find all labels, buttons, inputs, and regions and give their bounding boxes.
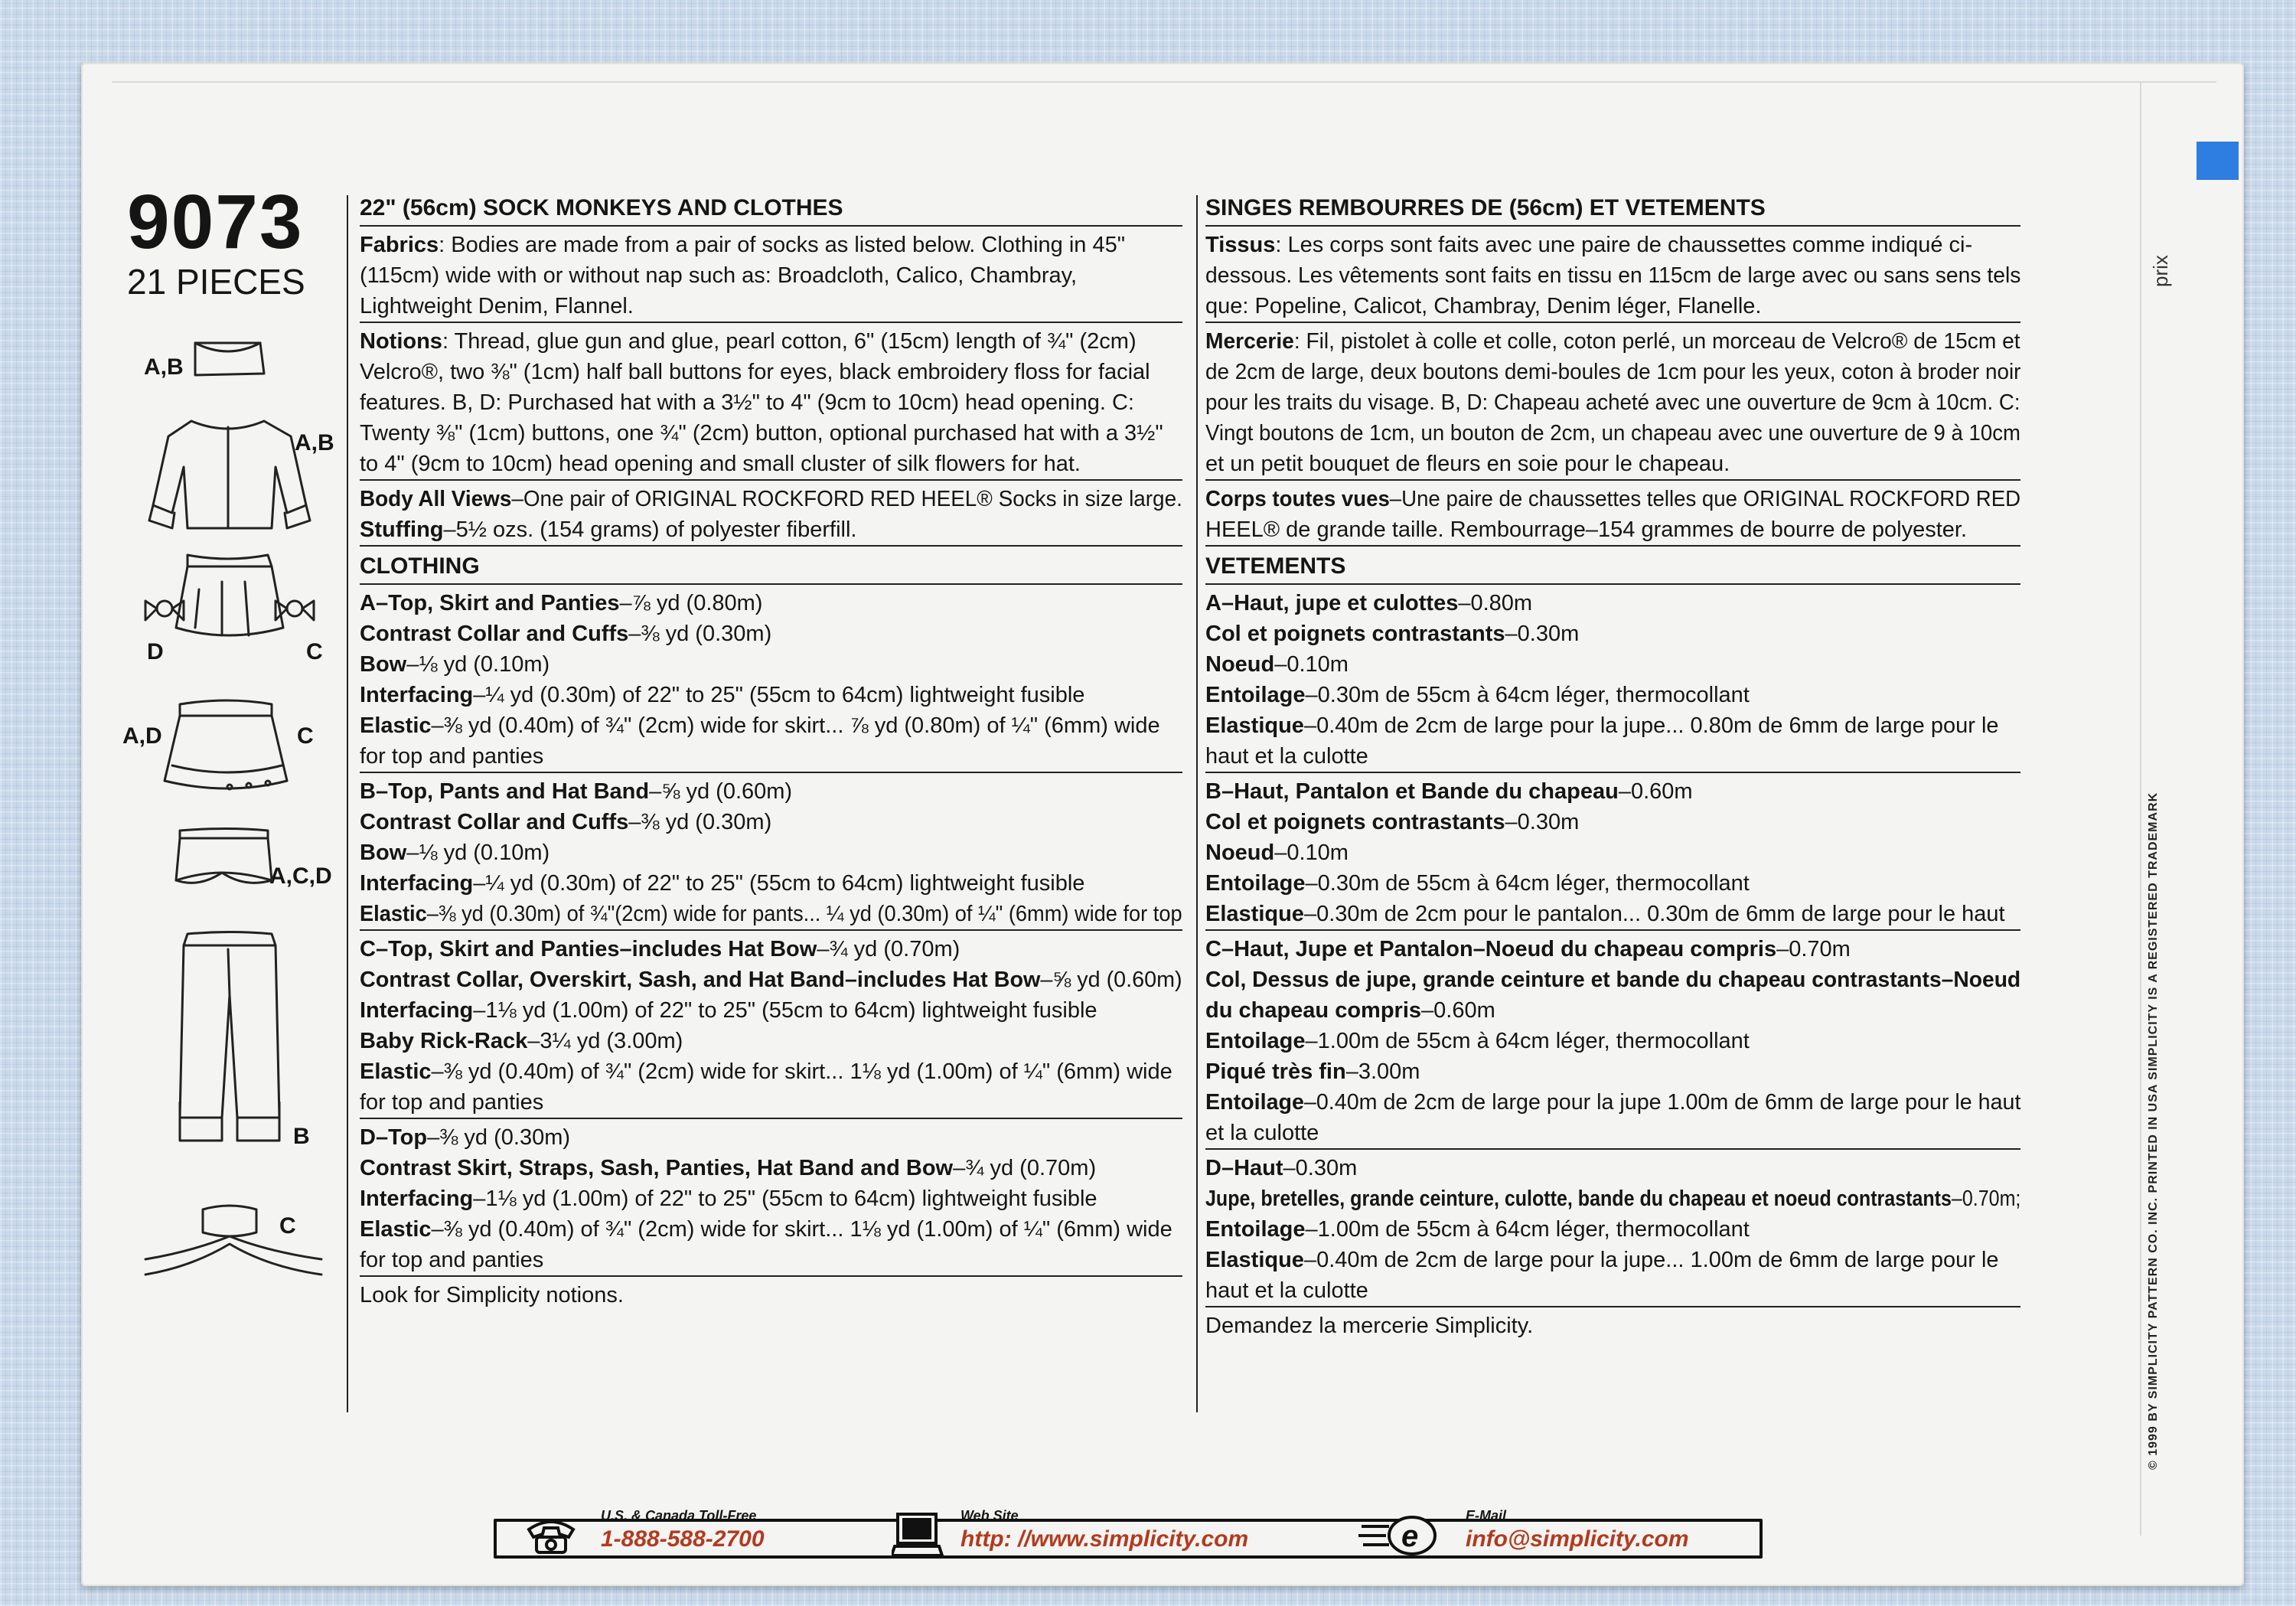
line-text: que: Popeline, Calicot, Chambray, Denim léger, Flanelle. bbox=[1205, 294, 1762, 318]
bold-term: Interfacing bbox=[360, 871, 474, 896]
text-line bbox=[1205, 1245, 2020, 1275]
english-title: 22" (56cm) SOCK MONKEYS AND CLOTHES bbox=[360, 195, 843, 220]
text-line bbox=[1205, 965, 2021, 995]
clothing-title: CLOTHING bbox=[360, 545, 1182, 583]
line-text: –0.30m de 2cm pour le pantalon... 0.30m de 6mm de large pour le haut bbox=[1303, 902, 2005, 926]
web-url[interactable]: http: //www.simplicity.com bbox=[960, 1526, 1249, 1552]
fabrics-section bbox=[360, 225, 1182, 322]
email-icon bbox=[1358, 1513, 1443, 1559]
line-text: –⅞ yd (0.80m) bbox=[619, 591, 763, 615]
line-text: –0.10m bbox=[1274, 652, 1349, 677]
top-sketch bbox=[149, 421, 310, 528]
line-text: for top and panties bbox=[360, 744, 544, 769]
pattern-number: 9073 bbox=[127, 179, 304, 265]
vetements-title: VETEMENTS bbox=[1205, 545, 2020, 583]
text-line bbox=[360, 1026, 1182, 1056]
line-text: to 4" (9cm to 10cm) head opening and small cluster of silk flowers for hat. bbox=[360, 452, 1081, 476]
text-line bbox=[360, 649, 1182, 680]
vue-c-section bbox=[1205, 929, 2020, 1148]
label-c-2: C bbox=[297, 723, 314, 749]
view-a-section bbox=[360, 583, 1182, 772]
text-line bbox=[360, 1214, 1182, 1245]
line-text: –⅝ yd (0.60m) bbox=[1040, 968, 1182, 992]
computer-icon bbox=[892, 1511, 945, 1559]
text-line bbox=[1205, 934, 2020, 965]
bold-term: Baby Rick-Rack bbox=[360, 1029, 528, 1053]
text-line bbox=[1205, 680, 2020, 710]
text-line bbox=[1205, 1056, 2020, 1087]
text-line bbox=[1205, 1275, 2020, 1306]
view-b-section bbox=[360, 772, 1182, 929]
text-line bbox=[360, 418, 1182, 449]
text-line bbox=[1205, 418, 2020, 449]
line-text: features. B, D: Purchased hat with a 3½" to 4" (9cm to 10cm) head opening. C: bbox=[360, 390, 1134, 415]
text-line bbox=[1205, 837, 2020, 868]
line-text: haut et la culotte bbox=[1205, 744, 1368, 769]
text-line bbox=[360, 710, 1182, 741]
french-title: SINGES REMBOURRES DE (56cm) ET VETEMENTS bbox=[1205, 195, 1766, 220]
label-b: B bbox=[293, 1124, 310, 1149]
line-text: et un petit bouquet de fleurs en soie pour le chapeau. bbox=[1205, 452, 1730, 476]
view-d-section bbox=[360, 1118, 1182, 1275]
line-text: –¾ yd (0.70m) bbox=[953, 1156, 1097, 1180]
bold-term: A–Haut, jupe et culottes bbox=[1205, 591, 1459, 615]
notions-section bbox=[360, 322, 1182, 479]
text-line bbox=[360, 484, 1182, 514]
text-line bbox=[1205, 484, 2021, 514]
bold-term: Elastique bbox=[1205, 713, 1304, 738]
blue-tape bbox=[2197, 142, 2239, 180]
bold-term: Interfacing bbox=[360, 683, 474, 707]
text-line bbox=[360, 1087, 1182, 1118]
text-line bbox=[360, 1183, 1182, 1214]
text-line bbox=[1205, 1183, 2021, 1214]
text-line bbox=[1205, 1118, 2020, 1148]
line-text: –⅜ yd (0.30m) of ¾"(2cm) wide for pants... ¼ yd (0.30m) of ¼" (6mm) wide for top bbox=[426, 902, 1182, 926]
text-line bbox=[1205, 1214, 2020, 1245]
bold-term: Col et poignets contrastants bbox=[1205, 810, 1505, 834]
text-line bbox=[1205, 1026, 2020, 1056]
line-text: –0.40m de 2cm de large pour la jupe... 0.80m de 6mm de large pour le bbox=[1303, 713, 1999, 738]
line-text: –3.00m bbox=[1345, 1059, 1420, 1084]
line-text: –⅜ yd (0.30m) bbox=[628, 810, 772, 834]
line-text: –1.00m de 55cm à 64cm léger, thermocollant bbox=[1305, 1029, 1750, 1053]
line-text: de 2cm de large, deux boutons demi-boules de 1cm pour les yeux, coton à broder noir bbox=[1205, 360, 2021, 384]
label-c-3: C bbox=[279, 1213, 296, 1239]
bold-term: Mercerie bbox=[1205, 329, 1294, 354]
line-text: –0.60m bbox=[1618, 779, 1693, 804]
web-label: Web Site bbox=[960, 1508, 1019, 1523]
text-line bbox=[1205, 449, 2020, 479]
bold-term: Entoilage bbox=[1205, 1090, 1304, 1115]
panties-sketch bbox=[176, 829, 272, 883]
english-column bbox=[360, 191, 1182, 1311]
line-text: –1.00m de 55cm à 64cm léger, thermocollant bbox=[1305, 1217, 1750, 1242]
line-text: –0.30m bbox=[1283, 1156, 1358, 1180]
body-section bbox=[360, 479, 1182, 545]
bold-term: D–Top bbox=[360, 1125, 428, 1150]
bold-term: C–Haut, Jupe et Pantalon–Noeud du chapeau compris bbox=[1205, 937, 1777, 961]
sash-sketch bbox=[145, 1206, 321, 1275]
text-line bbox=[360, 291, 1182, 322]
line-text: –⅜ yd (0.40m) of ¾" (2cm) wide for skirt... ⅞ yd (0.80m) of ¼" (6mm) wide bbox=[431, 713, 1160, 738]
line-text: –0.30m bbox=[1505, 810, 1580, 834]
bold-term: Noeud bbox=[1205, 841, 1275, 865]
view-c-section bbox=[360, 929, 1182, 1118]
line-text: –⅛ yd (0.10m) bbox=[406, 652, 550, 677]
line-text: dessous. Les vêtements sont faits en tissu en 115cm de large avec ou sans sens tels bbox=[1205, 263, 2021, 288]
text-line bbox=[360, 899, 1182, 929]
bold-term: Elastic bbox=[360, 1217, 432, 1242]
line-text: –5½ ozs. (154 grams) of polyester fiberfill. bbox=[443, 517, 857, 542]
line-text: –1⅛ yd (1.00m) of 22" to 25" (55cm to 64cm) lightweight fusible bbox=[473, 1187, 1097, 1211]
text-line bbox=[360, 837, 1182, 868]
french-column bbox=[1205, 191, 2020, 1341]
copyright-side-text: © 1999 BY SIMPLICITY PATTERN CO. INC. PRINTED IN USA SIMPLICITY IS A REGISTERED TRADEMARK bbox=[2147, 792, 2160, 1470]
bold-term: D–Haut bbox=[1205, 1156, 1283, 1180]
overskirt-sketch bbox=[145, 555, 314, 635]
vue-d-section bbox=[1205, 1148, 2020, 1306]
line-text: : Thread, glue gun and glue, pearl cotton, 6" (15cm) length of ¾" (2cm) bbox=[442, 329, 1137, 354]
label-ab-2: A,B bbox=[295, 430, 334, 455]
french-footer-note: Demandez la mercerie Simplicity. bbox=[1205, 1306, 2020, 1341]
line-text: haut et la culotte bbox=[1205, 1278, 1368, 1303]
bold-term: Entoilage bbox=[1205, 1029, 1306, 1053]
line-text: –¼ yd (0.30m) of 22" to 25" (55cm to 64cm) lightweight fusible bbox=[473, 871, 1085, 896]
line-text: Twenty ⅜" (1cm) buttons, one ¾" (2cm) button, optional purchased hat with a 3½" bbox=[360, 421, 1163, 446]
bold-term: Col et poignets contrastants bbox=[1205, 622, 1505, 646]
skirt-sketch bbox=[165, 700, 287, 789]
line-text: –¼ yd (0.30m) of 22" to 25" (55cm to 64cm) lightweight fusible bbox=[473, 683, 1085, 707]
text-line bbox=[360, 387, 1182, 418]
bold-term: Tissus bbox=[1205, 233, 1276, 257]
line-text: –⅜ yd (0.30m) bbox=[427, 1125, 571, 1150]
text-line bbox=[1205, 710, 2020, 741]
line-text: pour les traits du visage. B, D: Chapeau acheté avec une ouverture de 9cm à 10cm. C: bbox=[1205, 390, 2020, 415]
text-line bbox=[1205, 649, 2020, 680]
bold-term: Elastic bbox=[360, 713, 432, 738]
bold-term: Contrast Collar and Cuffs bbox=[360, 622, 629, 646]
text-line bbox=[360, 357, 1182, 387]
collar-sketch bbox=[195, 343, 264, 375]
bold-term: du chapeau compris bbox=[1205, 998, 1422, 1023]
bold-term: Bow bbox=[360, 841, 407, 865]
price-label: prix bbox=[2149, 255, 2172, 287]
garment-sketches bbox=[115, 337, 344, 1301]
text-line bbox=[1205, 741, 2020, 772]
bold-term: Contrast Collar and Cuffs bbox=[360, 810, 629, 834]
line-text: et la culotte bbox=[1205, 1121, 1319, 1145]
line-text: –⅜ yd (0.40m) of ¾" (2cm) wide for skirt... 1⅛ yd (1.00m) of ¼" (6mm) wide bbox=[431, 1217, 1172, 1242]
line-text: –⅜ yd (0.40m) of ¾" (2cm) wide for skirt... 1⅛ yd (1.00m) of ¼" (6mm) wide bbox=[431, 1059, 1172, 1084]
text-line bbox=[360, 1056, 1182, 1087]
text-line bbox=[360, 514, 1182, 545]
line-text: –Une paire de chaussettes telles que ORIGINAL ROCKFORD RED bbox=[1389, 487, 2021, 511]
text-line bbox=[360, 995, 1182, 1026]
text-line bbox=[360, 1245, 1182, 1275]
text-line bbox=[360, 230, 1182, 260]
phone-number[interactable]: 1-888-588-2700 bbox=[601, 1526, 765, 1552]
line-text: Vingt boutons de 1cm, un bouton de 2cm, un chapeau avec une ouverture de 9 à 10cm bbox=[1205, 421, 2020, 446]
divider-middle bbox=[1196, 195, 1198, 1412]
label-d-1: D bbox=[147, 639, 164, 664]
line-text: for top and panties bbox=[360, 1090, 544, 1115]
text-line bbox=[360, 326, 1182, 357]
bold-term: Col, Dessus de jupe, grande ceinture et bande du chapeau contrastants–Noeud bbox=[1205, 968, 2021, 992]
bold-term: Bow bbox=[360, 652, 407, 677]
text-line bbox=[360, 588, 1182, 619]
text-line bbox=[360, 741, 1182, 772]
email-label: E-Mail bbox=[1466, 1508, 1507, 1523]
text-line bbox=[1205, 1087, 2021, 1118]
pants-sketch bbox=[180, 932, 279, 1141]
line-text: –¾ yd (0.70m) bbox=[817, 937, 960, 961]
bold-term: Contrast Skirt, Straps, Sash, Panties, Hat Band and Bow bbox=[360, 1156, 954, 1180]
text-line bbox=[360, 1122, 1182, 1153]
bold-term: Notions bbox=[360, 329, 442, 354]
text-line bbox=[1205, 588, 2020, 619]
bold-term: Fabrics bbox=[360, 233, 439, 257]
text-line bbox=[360, 449, 1182, 479]
bold-term: Jupe, bretelles, grande ceinture, culotte, bande du chapeau et noeud contrastants bbox=[1205, 1187, 1952, 1211]
bold-term: Elastique bbox=[1205, 1248, 1304, 1272]
english-footer-note: Look for Simplicity notions. bbox=[360, 1275, 1182, 1311]
label-c-1: C bbox=[306, 639, 323, 664]
divider-left bbox=[347, 195, 348, 1412]
line-text: for top and panties bbox=[360, 1248, 544, 1272]
bold-term: Interfacing bbox=[360, 998, 474, 1023]
text-line bbox=[1205, 260, 2021, 291]
text-line bbox=[360, 965, 1182, 995]
bold-term: Entoilage bbox=[1205, 683, 1306, 707]
piece-count: 21 PIECES bbox=[127, 262, 305, 302]
flap-fold bbox=[2140, 81, 2141, 1536]
line-text: –One pair of ORIGINAL ROCKFORD RED HEEL® Socks in size large. bbox=[511, 487, 1182, 511]
text-line bbox=[1205, 357, 2021, 387]
bold-term: Corps toutes vues bbox=[1205, 487, 1390, 511]
bold-term: Piqué très fin bbox=[1205, 1059, 1346, 1084]
bold-term: Contrast Collar, Overskirt, Sash, and Hat Band–includes Hat Bow bbox=[360, 968, 1041, 992]
bold-term: Entoilage bbox=[1205, 871, 1306, 896]
line-text: –⅜ yd (0.30m) bbox=[628, 622, 772, 646]
text-line bbox=[1205, 230, 2020, 260]
bold-term: B–Top, Pants and Hat Band bbox=[360, 779, 650, 804]
line-text: : Bodies are made from a pair of socks as listed below. Clothing in 45" bbox=[439, 233, 1126, 257]
text-line bbox=[1205, 995, 2020, 1026]
text-line bbox=[1205, 868, 2020, 899]
text-line bbox=[1205, 619, 2020, 649]
vue-a-section bbox=[1205, 583, 2020, 772]
line-text: HEEL® de grande taille. Rembourrage–154 grammes de bourre de polyester. bbox=[1205, 517, 1968, 542]
mercerie-section bbox=[1205, 322, 2020, 479]
bold-term: Body All Views bbox=[360, 487, 512, 511]
bold-term: Noeud bbox=[1205, 652, 1275, 677]
line-text: –0.30m de 55cm à 64cm léger, thermocollant bbox=[1305, 871, 1750, 896]
line-text: –3¼ yd (3.00m) bbox=[527, 1029, 683, 1053]
line-text: –0.60m bbox=[1421, 998, 1495, 1023]
line-text: –0.40m de 2cm de large pour la jupe... 1.00m de 6mm de large pour le bbox=[1303, 1248, 1999, 1272]
phone-label: U.S. & Canada Toll-Free bbox=[601, 1508, 757, 1523]
bold-term: Elastic bbox=[360, 902, 427, 926]
line-text: –⅛ yd (0.10m) bbox=[406, 841, 550, 865]
text-line bbox=[360, 934, 1182, 965]
line-text: (115cm) wide with or without nap such as: Broadcloth, Calico, Chambray, bbox=[360, 263, 1078, 288]
svg-text:e: e bbox=[1401, 1519, 1419, 1553]
line-text: : Les corps sont faits avec une paire de chaussettes comme indiqué ci- bbox=[1275, 233, 1973, 257]
text-line bbox=[360, 776, 1182, 807]
text-line bbox=[1205, 899, 2020, 929]
label-acd: A,C,D bbox=[269, 863, 332, 889]
bold-term: C–Top, Skirt and Panties–includes Hat Bow bbox=[360, 937, 817, 961]
bold-term: A–Top, Skirt and Panties bbox=[360, 591, 620, 615]
contact-footer bbox=[494, 1508, 1764, 1563]
line-text: : Fil, pistolet à colle et colle, coton perlé, un morceau de Velcro® de 15cm et bbox=[1293, 329, 2020, 354]
line-text: –0.40m de 2cm de large pour la jupe 1.00m de 6mm de large pour le haut bbox=[1303, 1090, 2021, 1115]
tissus-section bbox=[1205, 225, 2020, 322]
bold-term: Elastic bbox=[360, 1059, 432, 1084]
label-ad: A,D bbox=[122, 723, 162, 749]
line-text: –0.30m bbox=[1505, 622, 1580, 646]
corps-section bbox=[1205, 479, 2020, 545]
vue-b-section bbox=[1205, 772, 2020, 929]
text-line bbox=[360, 1153, 1182, 1183]
text-line bbox=[1205, 1153, 2020, 1183]
text-line bbox=[1205, 387, 2020, 418]
label-ab-1: A,B bbox=[144, 354, 184, 380]
text-line bbox=[1205, 514, 2020, 545]
text-line bbox=[1205, 291, 2020, 322]
line-text: –0.10m bbox=[1274, 841, 1349, 865]
text-line bbox=[360, 680, 1182, 710]
text-line bbox=[360, 260, 1182, 291]
bold-term: B–Haut, Pantalon et Bande du chapeau bbox=[1205, 779, 1619, 804]
line-text: Lightweight Denim, Flannel. bbox=[360, 294, 634, 318]
line-text: –⅝ yd (0.60m) bbox=[649, 779, 793, 804]
text-line bbox=[1205, 776, 2020, 807]
bold-term: Interfacing bbox=[360, 1187, 474, 1211]
text-line bbox=[1205, 326, 2020, 357]
text-line bbox=[1205, 807, 2020, 837]
line-text: –0.80m bbox=[1458, 591, 1533, 615]
line-text: –0.70m bbox=[1776, 937, 1851, 961]
line-text: –0.30m de 55cm à 64cm léger, thermocollant bbox=[1305, 683, 1750, 707]
text-line bbox=[360, 807, 1182, 837]
email-address[interactable]: info@simplicity.com bbox=[1466, 1526, 1689, 1552]
line-text: Velcro®, two ⅜" (1cm) half ball buttons for eyes, black embroidery floss for facial bbox=[360, 360, 1150, 384]
line-text: –0.70m; bbox=[1951, 1187, 2021, 1211]
telephone-icon bbox=[524, 1514, 578, 1557]
bold-term: Entoilage bbox=[1205, 1217, 1306, 1242]
bold-term: Stuffing bbox=[360, 517, 444, 542]
flap-edge bbox=[112, 81, 2216, 83]
text-line bbox=[360, 619, 1182, 649]
text-line bbox=[360, 868, 1182, 899]
bold-term: Elastique bbox=[1205, 902, 1304, 926]
line-text: –1⅛ yd (1.00m) of 22" to 25" (55cm to 64cm) lightweight fusible bbox=[473, 998, 1097, 1023]
